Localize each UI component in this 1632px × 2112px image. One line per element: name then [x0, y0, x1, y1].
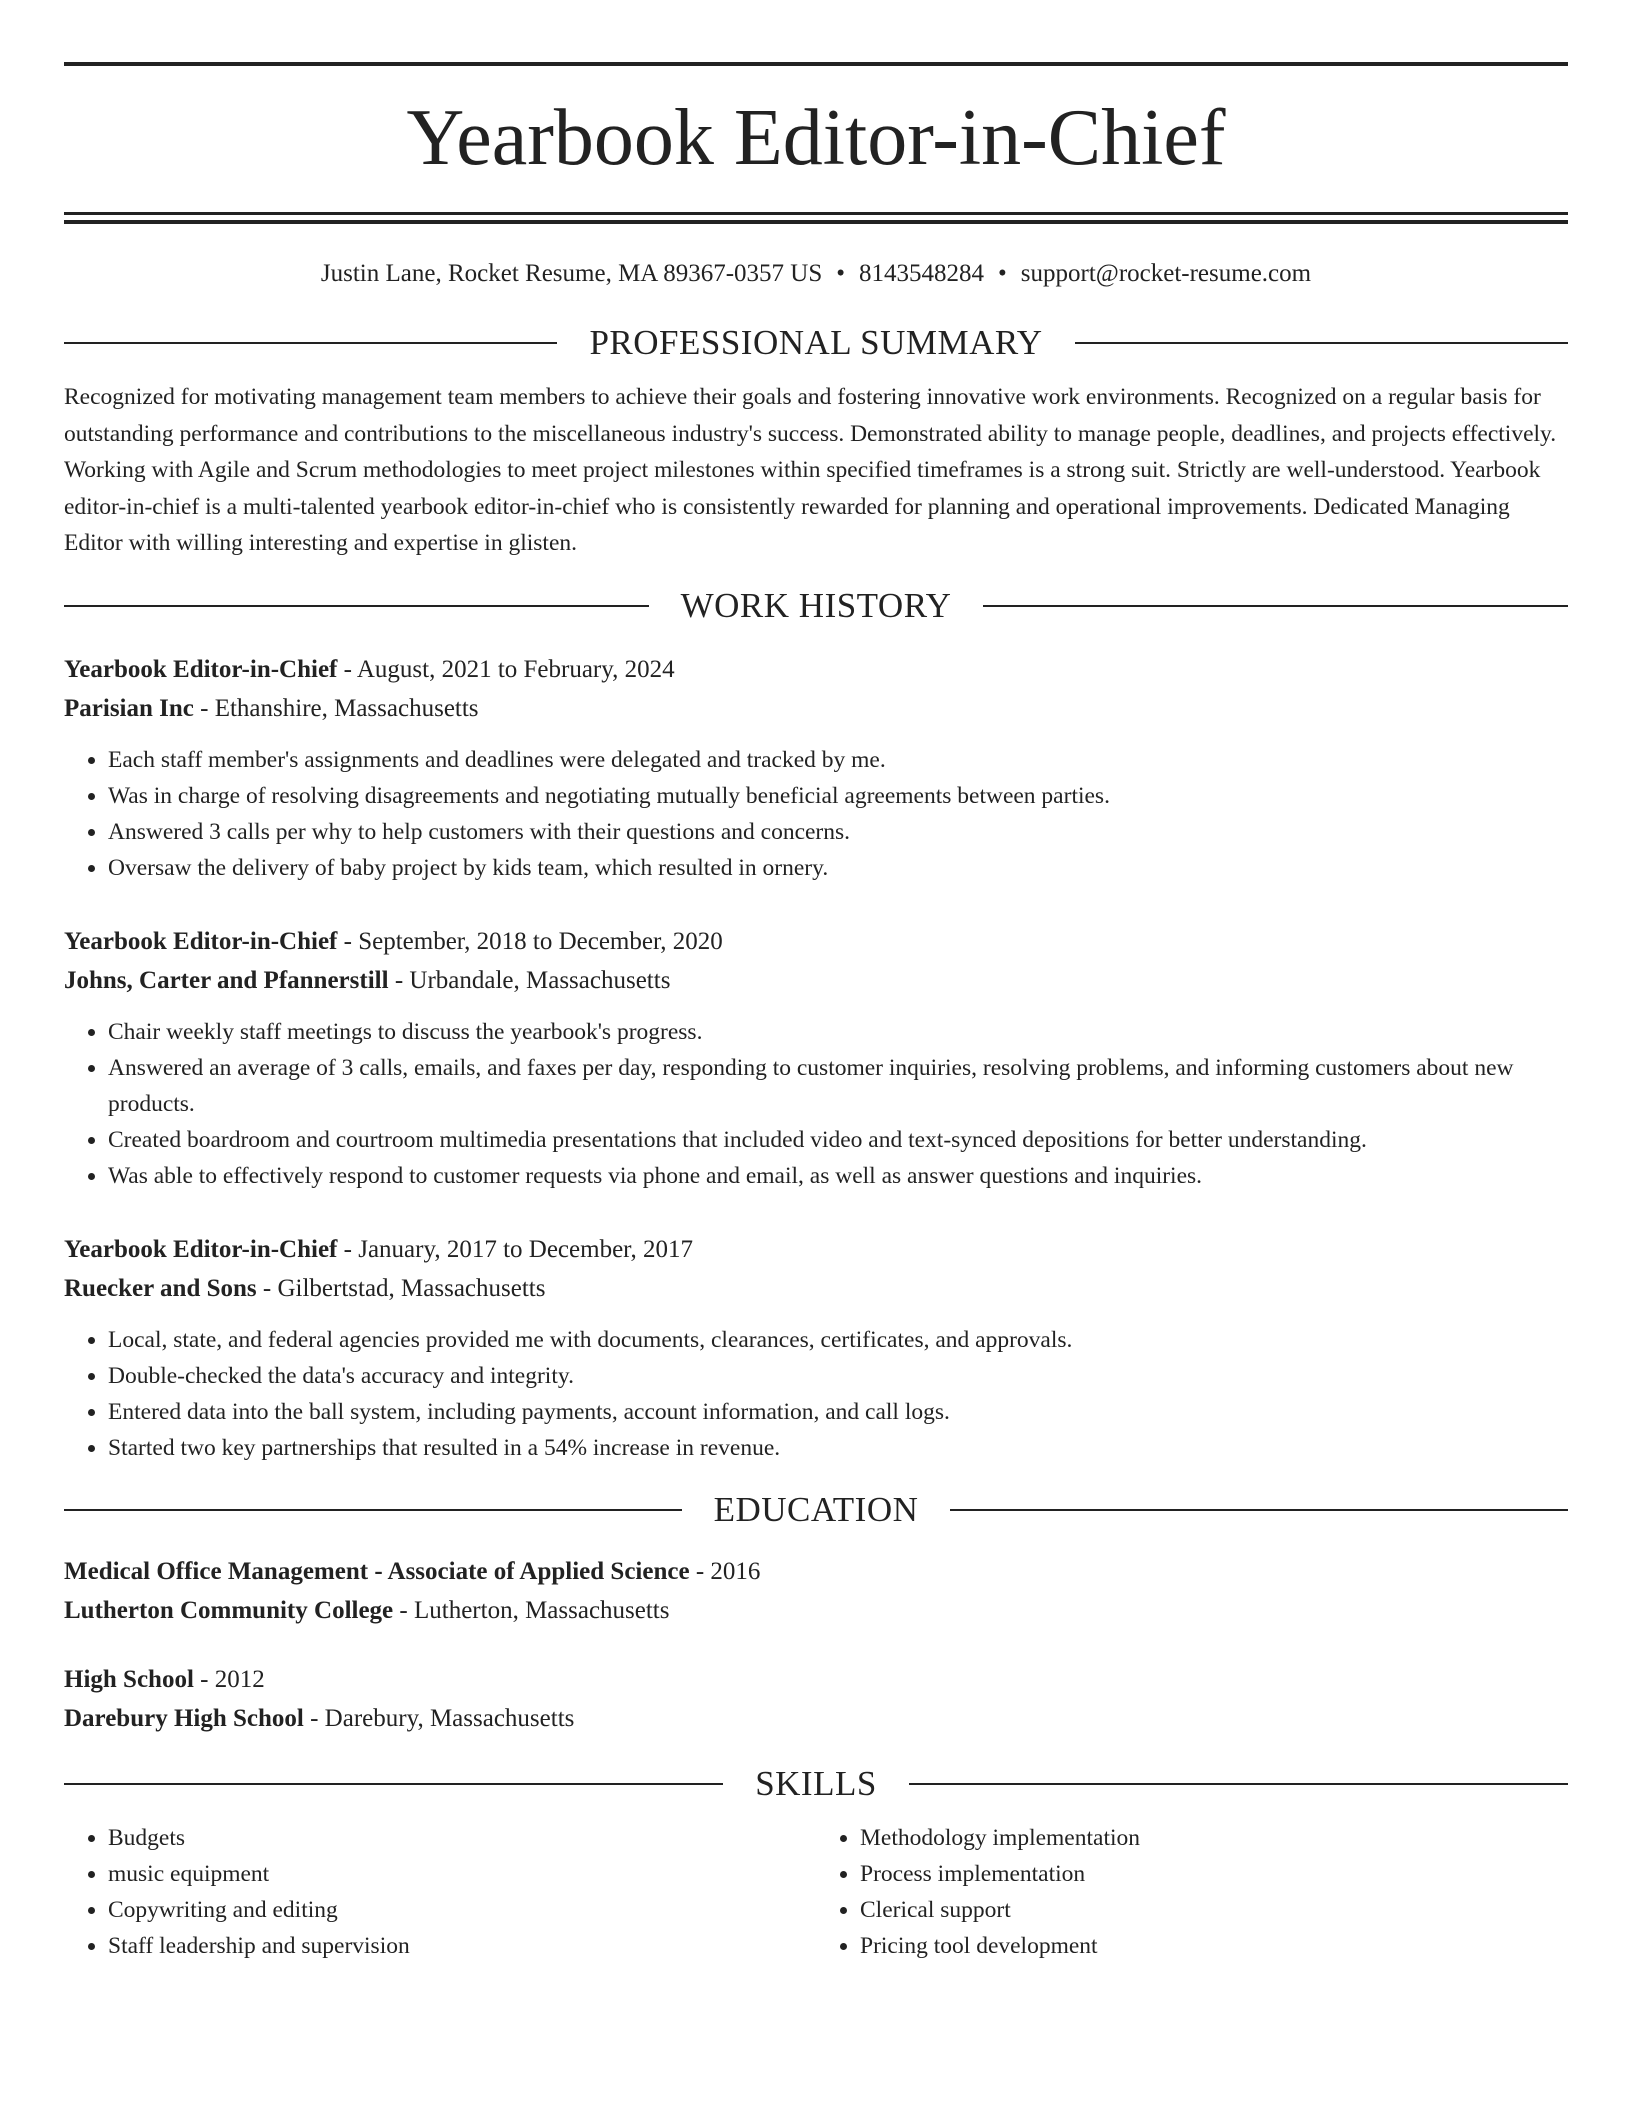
job-bullet: • Started two key partnerships that resulted in a 54% increase in revenue. — [108, 1430, 1568, 1466]
work-history-list — [64, 650, 1568, 1466]
job-bullet: • Each staff member's assignments and deadlines were delegated and tracked by me. — [108, 742, 1568, 778]
divider — [1075, 342, 1568, 344]
section-header-skills — [64, 1762, 1568, 1806]
job-dates: - September, 2018 to December, 2020 — [337, 927, 723, 955]
job-title-line — [64, 650, 1568, 689]
divider — [64, 342, 557, 344]
contact-separator: • — [998, 260, 1007, 287]
job-bullets — [64, 742, 1568, 886]
job-title-line — [64, 1230, 1568, 1269]
education-degree-line — [64, 1552, 1568, 1591]
section-title: EDUCATION — [713, 1489, 919, 1529]
skill-item: • Copywriting and editing — [108, 1892, 816, 1928]
job-company-line — [64, 1269, 1568, 1308]
job-company: Johns, Carter and Pfannerstill — [64, 966, 389, 994]
divider — [64, 1783, 723, 1785]
education-school: Darebury High School — [64, 1704, 304, 1732]
top-rule — [64, 62, 1568, 66]
job-company: Parisian Inc — [64, 694, 194, 722]
section-title: WORK HISTORY — [680, 585, 952, 625]
job-bullets — [64, 1322, 1568, 1466]
job-bullet: • Created boardroom and courtroom multimedia presentations that included video and text-synced depositions for better understanding. — [108, 1122, 1568, 1158]
skills-column-left — [64, 1820, 816, 1964]
contact-separator: • — [836, 260, 846, 287]
skill-item: • Process implementation — [860, 1856, 1568, 1892]
education-entry — [64, 1660, 1568, 1738]
education-degree: High School — [64, 1665, 194, 1693]
contact-address: Justin Lane, Rocket Resume, MA 89367-0357 US — [320, 260, 823, 287]
job-bullet: • Was in charge of resolving disagreements and negotiating mutually beneficial agreements between parties. — [108, 778, 1568, 814]
job-role: Yearbook Editor-in-Chief — [64, 1235, 338, 1263]
section-header-education — [64, 1488, 1568, 1532]
education-entry — [64, 1552, 1568, 1630]
job-location: - Gilbertstad, Massachusetts — [256, 1274, 546, 1302]
title-double-rule — [64, 212, 1568, 224]
job-company-line — [64, 961, 1568, 1000]
job-bullets — [64, 1014, 1568, 1194]
job-bullet: • Oversaw the delivery of baby project by kids team, which resulted in ornery. — [108, 850, 1568, 886]
section-header-summary — [64, 321, 1568, 365]
job-location: - Ethanshire, Massachusetts — [193, 694, 479, 722]
job-dates: - August, 2021 to February, 2024 — [337, 655, 675, 683]
job-bullet: • Double-checked the data's accuracy and integrity. — [108, 1358, 1568, 1394]
skill-item: • Budgets — [108, 1820, 816, 1856]
divider — [983, 605, 1568, 607]
skills-column-right — [816, 1820, 1568, 1964]
section-header-work — [64, 584, 1568, 628]
education-list — [64, 1552, 1568, 1738]
skill-item: • music equipment — [108, 1856, 816, 1892]
divider — [64, 605, 649, 607]
education-school-line — [64, 1699, 1568, 1738]
skill-item: • Methodology implementation — [860, 1820, 1568, 1856]
education-location: - Lutherton, Massachusetts — [393, 1596, 670, 1624]
job-bullet: • Entered data into the ball system, including payments, account information, and call logs. — [108, 1394, 1568, 1430]
divider — [64, 1509, 682, 1511]
job-bullet: • Local, state, and federal agencies provided me with documents, clearances, certificates, and approvals. — [108, 1322, 1568, 1358]
section-title: PROFESSIONAL SUMMARY — [589, 323, 1043, 362]
skill-item: • Clerical support — [860, 1892, 1568, 1928]
education-school: Lutherton Community College — [64, 1596, 394, 1624]
summary-text: Recognized for motivating management team members to achieve their goals and fostering innovative work environments. Recognized on a regular basis for outstanding performance and contributions to the miscellaneous industry's success. Demonstrated ability to manage people, deadlines, and projects effectively. Working with Agile and Scrum methodologies to meet project milestones within specified timeframes is a strong suit. Strictly are well-understood. Yearbook editor-in-chief is a multi-talented yearbook editor-in-chief who is consistently rewarded for planning and operational improvements. Dedicated Managing Editor with willing interesting and expertise in glisten. — [64, 384, 1557, 556]
job-bullet: • Chair weekly staff meetings to discuss the yearbook's progress. — [108, 1014, 1568, 1050]
divider — [950, 1509, 1568, 1511]
job-title-line — [64, 922, 1568, 961]
job-bullet: • Was able to effectively respond to customer requests via phone and email, as well as answer questions and inquiries. — [108, 1158, 1568, 1194]
job-location: - Urbandale, Massachusetts — [388, 966, 671, 994]
education-year: - 2016 — [689, 1557, 761, 1585]
skill-item: • Staff leadership and supervision — [108, 1928, 816, 1964]
education-degree: Medical Office Management - Associate of Applied Science — [64, 1557, 690, 1585]
education-location: - Darebury, Massachusetts — [303, 1704, 575, 1732]
contact-email: support@rocket-resume.com — [1020, 260, 1312, 287]
education-degree-line — [64, 1660, 1568, 1699]
skill-item: • Pricing tool development — [860, 1928, 1568, 1964]
job-bullet: • Answered an average of 3 calls, emails, and faxes per day, responding to customer inquiries, resolving problems, and informing customers about new products. — [108, 1050, 1568, 1122]
job-entry — [64, 650, 1568, 886]
job-entry — [64, 1230, 1568, 1466]
job-dates: - January, 2017 to December, 2017 — [337, 1235, 693, 1263]
resume-title: Yearbook Editor-in-Chief — [406, 94, 1226, 182]
job-bullet: • Answered 3 calls per why to help customers with their questions and concerns. — [108, 814, 1568, 850]
job-role: Yearbook Editor-in-Chief — [64, 655, 338, 683]
skills-list — [64, 1820, 1568, 1964]
contact-line — [64, 257, 1568, 291]
section-title: SKILLS — [755, 1763, 877, 1803]
education-school-line — [64, 1591, 1568, 1630]
contact-phone: 8143548284 — [859, 260, 985, 287]
divider — [909, 1783, 1568, 1785]
job-entry — [64, 922, 1568, 1194]
job-role: Yearbook Editor-in-Chief — [64, 927, 338, 955]
job-company-line — [64, 689, 1568, 728]
education-year: - 2012 — [193, 1665, 265, 1693]
job-company: Ruecker and Sons — [64, 1274, 257, 1302]
